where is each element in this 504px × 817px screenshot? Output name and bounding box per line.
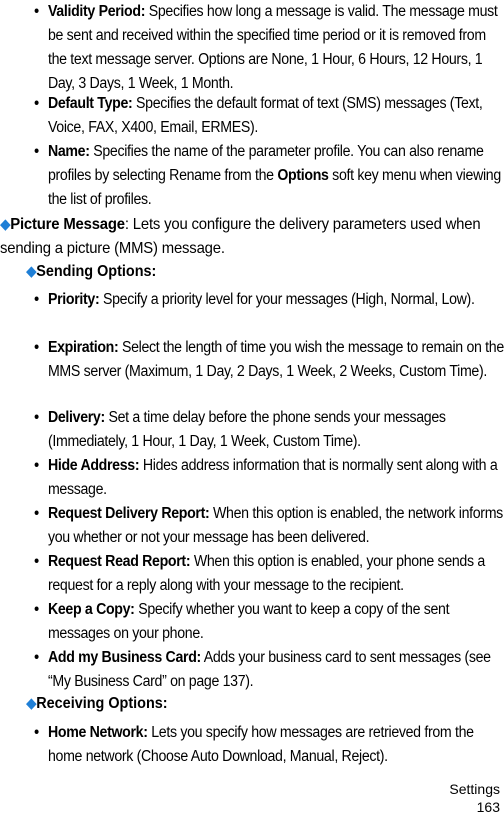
bullet-marker: •	[34, 649, 39, 666]
footer-page-number: 163	[476, 799, 500, 815]
bullet-marker: •	[34, 409, 39, 426]
list-item-text	[48, 454, 504, 502]
list-item-text	[48, 336, 504, 384]
item-term: Priority:	[47, 291, 100, 308]
item-term: Name:	[47, 143, 90, 160]
page-footer	[449, 780, 500, 816]
section-picture-message	[0, 213, 502, 261]
list-item-validity-period	[34, 0, 498, 96]
item-description: Specifies the default format of text (SMS) messages (Text, Voice, FAX, X400, Email, ERMES).	[47, 95, 483, 136]
bullet-marker: •	[34, 505, 39, 522]
item-description: When this option is enabled, the network informs you whether or not your message has been delivered.	[47, 505, 503, 546]
item-term: Home Network:	[47, 724, 148, 741]
list-item-text	[48, 0, 504, 96]
list-item-delivery	[36, 406, 465, 454]
list-item-text	[48, 406, 504, 454]
item-description: Specify a priority level for your messages (High, Normal, Low).	[99, 291, 475, 308]
list-item-text	[48, 288, 504, 312]
item-description-end: soft key menu when viewing the list of profiles.	[47, 167, 501, 208]
item-description: Specifies how long a message is valid. The message must be sent and received within the specified time period or it is removed from the text message server. Options are None, 1 Hour, 6 Hours, 12 Hours, 1 Day, 3 Days, 1 Week, 1 Month.	[47, 3, 498, 92]
subsection-heading: Receiving Options:	[36, 695, 168, 712]
list-item-text	[48, 598, 504, 646]
bullet-marker: •	[34, 291, 39, 308]
item-description: Specify whether you want to keep a copy of the sent messages on your phone.	[47, 601, 450, 642]
item-term: Delivery:	[47, 409, 105, 426]
list-item-request-delivery-report	[34, 502, 503, 550]
bullet-marker: •	[34, 601, 39, 618]
list-item-name	[34, 140, 501, 212]
bullet-marker: •	[34, 553, 39, 570]
section-description-line: : Lets you configure the delivery parameters used when sending a picture (MMS) message.	[0, 216, 481, 257]
item-description: Specifies the name of the parameter profile. You can also rename profiles by selecting Rename from the	[47, 143, 484, 184]
subsection-sending-options	[26, 260, 156, 284]
item-description: Adds your business card to sent messages (see “My Business Card” on page 137).	[47, 649, 491, 690]
options-menu-reference: Options	[277, 167, 329, 184]
list-item-text	[48, 721, 504, 769]
bullet-marker: •	[34, 143, 39, 160]
bullet-marker: •	[34, 724, 39, 741]
list-item-text	[48, 646, 504, 694]
list-item-request-read-report	[34, 550, 485, 598]
subsection-receiving-options	[26, 692, 168, 716]
diamond-bullet-icon: ◆	[26, 263, 37, 280]
list-item-hide-address	[34, 454, 498, 502]
section-term: Picture Message	[10, 216, 125, 233]
bullet-marker: •	[34, 457, 39, 474]
bullet-marker: •	[34, 3, 39, 20]
list-item-priority	[34, 288, 475, 312]
list-item-home-network	[34, 721, 474, 769]
list-item-text	[48, 550, 504, 598]
diamond-bullet-icon: ◆	[26, 695, 37, 712]
list-item-default-type	[34, 92, 483, 140]
item-term: Request Read Report:	[47, 553, 191, 570]
footer-section-name: Settings	[449, 781, 500, 797]
item-description: Select the length of time you wish the message to remain on the MMS server (Maximum, 1 Day, 2 Days, 1 Week, 2 Weeks, Custom Time).	[47, 339, 504, 380]
item-description: Lets you specify how messages are retrieved from the home network (Choose Auto Download, Manual, Reject).	[47, 724, 474, 765]
list-item-expiration	[34, 336, 504, 384]
item-description: Set a time delay before the phone sends your messages (Immediately, 1 Hour, 1 Day, 1 Week, Custom Time).	[47, 409, 446, 450]
bullet-marker: •	[34, 339, 39, 356]
item-term: Default Type:	[47, 95, 133, 112]
item-description: Hides address information that is normally sent along with a message.	[47, 457, 498, 498]
list-item-text	[48, 502, 504, 550]
diamond-bullet-icon: ◆	[0, 216, 11, 233]
item-term: Keep a Copy:	[47, 601, 135, 618]
item-term: Hide Address:	[47, 457, 140, 474]
item-description: When this option is enabled, your phone sends a request for a reply along with your message to the recipient.	[47, 553, 485, 594]
subsection-heading: Sending Options:	[36, 263, 157, 280]
item-term: Validity Period:	[47, 3, 146, 20]
list-item-text	[48, 140, 504, 212]
item-term: Request Delivery Report:	[47, 505, 210, 522]
list-item-add-my-business-card	[34, 646, 491, 694]
list-item-text	[48, 92, 504, 140]
item-term: Add my Business Card:	[47, 649, 201, 666]
item-term: Expiration:	[47, 339, 119, 356]
list-item-keep-a-copy	[36, 598, 465, 646]
bullet-marker: •	[34, 95, 39, 112]
